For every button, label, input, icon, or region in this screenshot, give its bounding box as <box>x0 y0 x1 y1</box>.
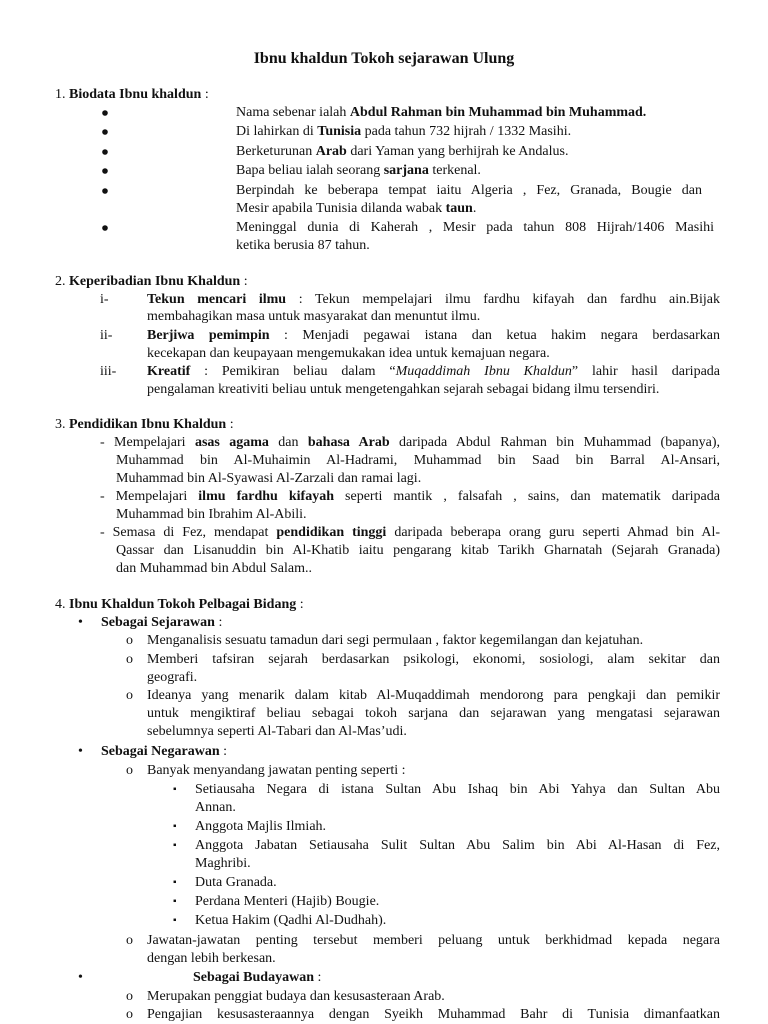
list-item-line: Tekun mencari ilmu : Tekun mempelajari ilmu fardhu kifayah dan fardhu ain.Bijak <box>147 292 720 307</box>
bullet-markers <box>100 108 110 248</box>
bullet-icon: • <box>78 744 83 759</box>
list-item: Duta Granada. <box>195 875 277 890</box>
paragraph-line: - Mempelajari ilmu fardhu kifayah seperti mantik , falsafah , sains, dan matematik daripada <box>100 489 720 504</box>
square-bullet-icon: ▪ <box>173 840 177 851</box>
bullet-icon: • <box>78 970 83 985</box>
list-item: Merupakan penggiat budaya dan kesusasteraan Arab. <box>147 989 445 1004</box>
bullet-icon <box>102 129 108 135</box>
paragraph-line: Muhammad bin Ibrahim Al-Abili. <box>116 507 307 522</box>
list-item: Ketua Hakim (Qadhi Al-Dudhah). <box>195 913 387 928</box>
square-bullet-icon: ▪ <box>173 896 177 907</box>
circle-bullet-icon: o <box>126 688 133 703</box>
list-item-line: geografi. <box>147 670 198 685</box>
list-item: Berketurunan Arab dari Yaman yang berhijrah ke Andalus. <box>236 144 569 159</box>
square-bullet-icon: ▪ <box>173 915 177 926</box>
list-item: Perdana Menteri (Hajib) Bougie. <box>195 894 380 909</box>
list-item-line: Setiausaha Negara di istana Sultan Abu Ishaq bin Abi Yahya dan Sultan Abu <box>195 782 720 797</box>
list-item: Di lahirkan di Tunisia pada tahun 732 hijrah / 1332 Masihi. <box>236 124 572 139</box>
paragraph-line: Qassar dan Lisanuddin bin Al-Khatib iaitu pengarang kitab Tarikh Gharnatah (Sejarah Granada) <box>116 543 720 558</box>
paragraph-line: - Mempelajari asas agama dan bahasa Arab daripada Abdul Rahman bin Muhammad (bapanya), <box>100 435 721 450</box>
list-item-line: Ideanya yang menarik dalam kitab Al-Muqaddimah mendorong para pengkaji dan pemikir <box>147 688 720 703</box>
list-item-line: Mesir apabila Tunisia dilanda wabak taun. <box>236 201 477 216</box>
paragraph-line: - Semasa di Fez, mendapat pendidikan tinggi daripada beberapa orang guru seperti Ahmad bin Al- <box>100 525 721 540</box>
subsection-heading: Sebagai Sejarawan : <box>101 615 223 630</box>
paragraph-line: Muhammad bin Al-Muhaimin Al-Hadrami, Muhammad bin Saad bin Barral Al-Ansari, <box>116 453 720 468</box>
square-bullet-icon: ▪ <box>173 784 177 795</box>
paragraph-line: dan Muhammad bin Abdul Salam.. <box>116 561 312 576</box>
list-item-line: sebelumnya seperti Al-Tabari dan Al-Mas’udi. <box>147 724 407 739</box>
list-item: Bapa beliau ialah seorang sarjana terkenal. <box>236 163 481 178</box>
roman-marker: iii- <box>100 364 117 379</box>
list-item-line: Berpindah ke beberapa tempat iaitu Algeria , Fez, Granada, Bougie dan <box>236 183 702 198</box>
list-item-line: pengalaman kreativiti beliau untuk mengetengahkan sejarah sebagai bidang ilmu tersendiri. <box>147 382 660 397</box>
list-item-line: untuk mengiktiraf beliau sebagai tokoh sarjana dan sejarawan yang mengatasi sejarawan <box>147 706 720 721</box>
subsection-heading: Sebagai Negarawan : <box>101 744 228 759</box>
list-item: Nama sebenar ialah Abdul Rahman bin Muhammad bin Muhammad. <box>236 105 647 120</box>
bullet-icon <box>102 110 108 116</box>
list-item-line: Memberi tafsiran sejarah berdasarkan psikologi, ekonomi, sosiologi, alam sekitar dan <box>147 652 720 667</box>
list-item-line: ketika berusia 87 tahun. <box>236 238 370 253</box>
bullet-icon <box>102 168 108 174</box>
circle-bullet-icon: o <box>126 633 133 648</box>
section-heading: 1. Biodata Ibnu khaldun : <box>55 87 209 102</box>
square-bullet-icon: ▪ <box>173 877 177 888</box>
circle-bullet-icon: o <box>126 933 133 948</box>
roman-marker: i- <box>100 292 109 307</box>
subsection-heading: Sebagai Budayawan : <box>193 970 322 985</box>
section-heading: 2. Keperibadian Ibnu Khaldun : <box>55 274 248 289</box>
circle-bullet-icon: o <box>126 1007 133 1022</box>
circle-bullet-icon: o <box>126 989 133 1004</box>
bullet-icon <box>102 188 108 194</box>
list-item-line: Jawatan-jawatan penting tersebut memberi peluang untuk berkhidmad kepada negara <box>147 933 720 948</box>
circle-bullet-icon: o <box>126 652 133 667</box>
list-item-line: Kreatif : Pemikiran beliau dalam “Muqaddimah Ibnu Khaldun” lahir hasil daripada <box>147 364 720 379</box>
bullet-icon <box>102 225 108 231</box>
section-heading: 3. Pendidikan Ibnu Khaldun : <box>55 417 234 432</box>
list-item-line: membahagikan masa untuk masyarakat dan menuntut ilmu. <box>147 309 481 324</box>
list-item-line: Berjiwa pemimpin : Menjadi pegawai istana dan ketua hakim negara berdasarkan <box>147 328 720 343</box>
list-item: Menganalisis sesuatu tamadun dari segi permulaan , faktor kegemilangan dan kejatuhan. <box>147 633 644 648</box>
list-item-line: dengan lebih berkesan. <box>147 951 276 966</box>
bullet-icon: • <box>78 615 83 630</box>
roman-marker: ii- <box>100 328 113 343</box>
list-item: Banyak menyandang jawatan penting seperti : <box>147 763 406 778</box>
bullet-icon <box>102 149 108 155</box>
paragraph-line: Muhammad bin Al-Syawasi Al-Zarzali dan ramai lagi. <box>116 471 422 486</box>
list-item-line: Maghribi. <box>195 856 251 871</box>
list-item-line: Meninggal dunia di Kaherah , Mesir pada tahun 808 Hijrah/1406 Masihi <box>236 220 714 235</box>
list-item-line: Pengajian kesusasteraannya dengan Syeikh Muhammad Bahr di Tunisia dimanfaatkan <box>147 1007 720 1022</box>
list-item-line: Annan. <box>195 800 236 815</box>
square-bullet-icon: ▪ <box>173 821 177 832</box>
list-item-line: kecekapan dan keupayaan mengemukakan idea untuk kemajuan negara. <box>147 346 550 361</box>
list-item-line: Anggota Jabatan Setiausaha Sulit Sultan Abu Salim bin Abi Al-Hasan di Fez, <box>195 838 720 853</box>
section-heading: 4. Ibnu Khaldun Tokoh Pelbagai Bidang : <box>55 597 304 612</box>
document-title: Ibnu khaldun Tokoh sejarawan Ulung <box>253 50 515 67</box>
circle-bullet-icon: o <box>126 763 133 778</box>
list-item: Anggota Majlis Ilmiah. <box>195 819 327 834</box>
